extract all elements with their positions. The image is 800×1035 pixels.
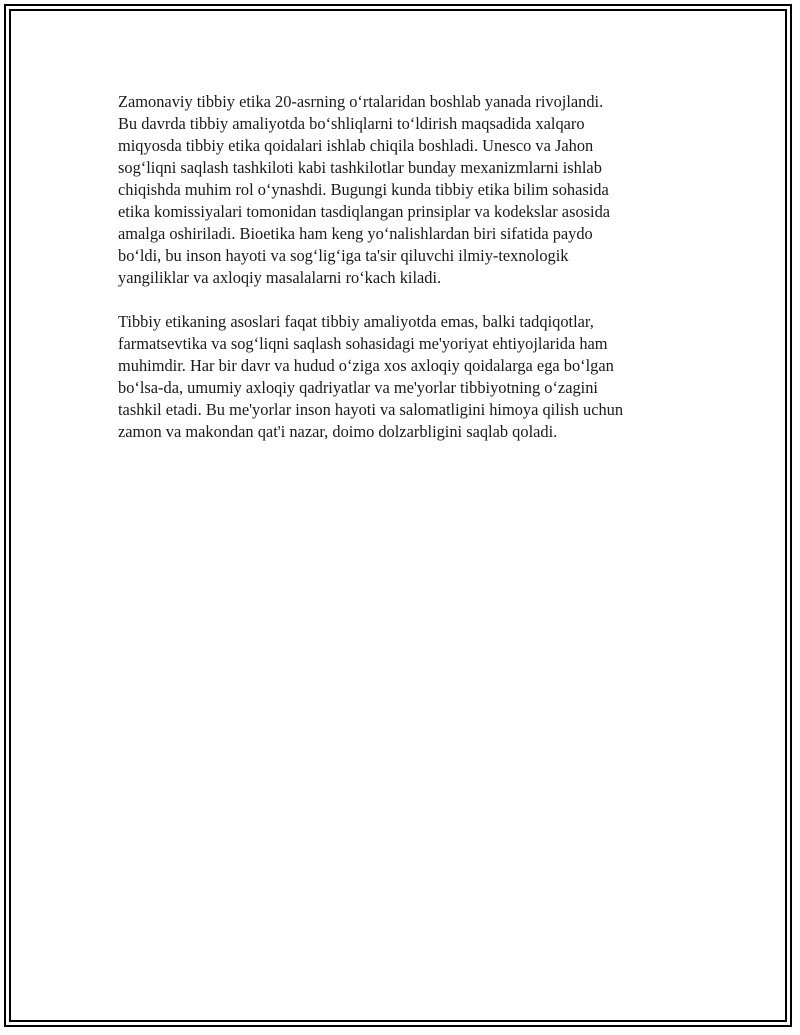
text-line: bo‘lsa-da, umumiy axloqiy qadriyatlar va me'yorlar tibbiyotning o‘zagini (118, 378, 598, 397)
text-line: Zamonaviy tibbiy etika 20-asrning o‘rtalaridan boshlab yanada rivojlandi. (118, 92, 604, 111)
text-line: yangiliklar va axloqiy masalalarni ro‘kach kiladi. (118, 268, 442, 287)
text-line: zamon va makondan qat'i nazar, doimo dolzarbligini saqlab qoladi. (118, 422, 558, 441)
document-page (4, 4, 792, 1027)
paragraph-2 (118, 311, 708, 443)
text-line: farmatsevtika va sog‘liqni saqlash sohasidagi me'yoriyat ehtiyojlarida ham (118, 334, 608, 353)
text-body (118, 91, 708, 443)
paragraph-1 (118, 91, 708, 289)
text-line: amalga oshiriladi. Bioetika ham keng yo‘nalishlardan biri sifatida paydo (118, 224, 593, 243)
text-line: sog‘liqni saqlash tashkiloti kabi tashkilotlar bunday mexanizmlarni ishlab (118, 158, 602, 177)
text-line: Tibbiy etikaning asoslari faqat tibbiy amaliyotda emas, balki tadqiqotlar, (118, 312, 594, 331)
text-line: bo‘ldi, bu inson hayoti va sog‘lig‘iga ta'sir qiluvchi ilmiy-texnologik (118, 246, 569, 265)
text-line: Bu davrda tibbiy amaliyotda bo‘shliqlarni to‘ldirish maqsadida xalqaro (118, 114, 585, 133)
text-line: tashkil etadi. Bu me'yorlar inson hayoti va salomatligini himoya qilish uchun (118, 400, 624, 419)
text-line: etika komissiyalari tomonidan tasdiqlangan prinsiplar va kodekslar asosida (118, 202, 611, 221)
text-line: muhimdir. Har bir davr va hudud o‘ziga xos axloqiy qoidalarga ega bo‘lgan (118, 356, 614, 375)
text-line: miqyosda tibbiy etika qoidalari ishlab chiqila boshladi. Unesco va Jahon (118, 136, 594, 155)
text-line: chiqishda muhim rol o‘ynashdi. Bugungi kunda tibbiy etika bilim sohasida (118, 180, 609, 199)
